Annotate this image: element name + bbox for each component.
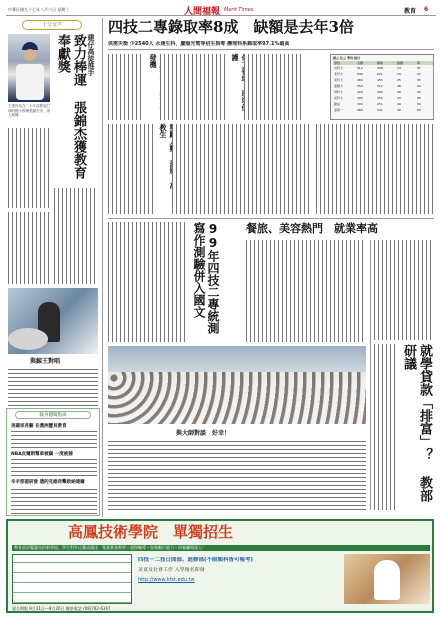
table-cell: 49 — [397, 102, 401, 106]
table-cell: 640 — [357, 72, 363, 76]
logo: 人間福報 — [184, 7, 221, 17]
mid-headline: 餐旅、美容熱門 就業率高 — [246, 222, 378, 235]
brief-3-title: 辛辛那提研發 德的克維奇擊敗納達爾 — [11, 480, 85, 485]
main-body-c — [244, 54, 304, 120]
photo-caption: 王建民站在二十年前教他打球的國小教練張錦杰旁，兩人相擁。 — [8, 104, 50, 117]
table-cell: 498 — [377, 66, 383, 70]
ad-title: 高鳳技術學院 單獨招生 — [68, 523, 234, 541]
table-row — [333, 90, 433, 95]
article-body-1 — [8, 128, 52, 208]
brief-1-title: 美國家長藝 在澳洲寶貝教育 — [11, 424, 67, 429]
table-row — [333, 84, 433, 89]
table-row — [333, 102, 433, 107]
player-photo — [8, 34, 50, 102]
main-body-d — [108, 124, 154, 214]
headline-main: 致力棒運 張錦杰獲教育奉獻獎 — [55, 34, 86, 179]
main-vsub-2: 護 — [231, 54, 239, 61]
jersey-shape — [16, 64, 44, 100]
table-cell: 83 — [417, 108, 421, 112]
face-shape — [24, 49, 36, 61]
main-vsub-1: 發機 — [149, 54, 157, 68]
table-cell: 380 — [377, 90, 383, 94]
mid-body-a — [108, 222, 188, 342]
table-cell: 38 — [397, 84, 401, 88]
brief-2-title: NBA皮爾斯幫車被竊 一度被捕 — [11, 452, 73, 457]
right-body-a — [374, 240, 434, 340]
table-heading: 國立 私立 學科 統計 — [333, 56, 361, 60]
briefs-title — [15, 411, 91, 419]
table-cell: 北科大 — [334, 72, 344, 76]
table-cell: 高第一 — [334, 108, 344, 112]
table-cell: 550 — [357, 84, 363, 88]
group-photo — [108, 346, 366, 424]
series-tag — [22, 20, 82, 30]
crowd-shape — [108, 372, 366, 424]
mid-body-b — [246, 240, 366, 342]
right-body-b — [374, 344, 396, 510]
table-cell: 25 — [397, 78, 401, 82]
table-row — [333, 78, 433, 83]
left-column — [6, 18, 100, 517]
table-cell: 84 — [417, 102, 421, 106]
table-cell: 台科大 — [334, 66, 344, 70]
table-cell: 49 — [397, 108, 401, 112]
table-cell: 395 — [357, 96, 363, 100]
table-cell: 19 — [397, 72, 401, 76]
logo-en: Merit Times — [224, 7, 254, 13]
whale-photo — [8, 288, 98, 354]
masthead-date: 中華民國九十七年八月六日 星期三 — [8, 7, 70, 12]
subhead-rule — [108, 49, 434, 50]
table-cell: 420 — [357, 90, 363, 94]
table-cell: 虎科大 — [334, 96, 344, 100]
table-cell: 621 — [377, 72, 383, 76]
table-cell: 455 — [377, 78, 383, 82]
ad-web-link[interactable]: http://www.kfst.edu.tw — [138, 577, 195, 583]
table-row — [333, 108, 433, 113]
right-vert-headline: 就學貸款「排富」？ 教部研議 — [401, 344, 432, 502]
table-header-row — [333, 61, 433, 65]
chef-shape — [374, 560, 400, 600]
ad-tagline: 教育部評鑑優良的新學校、學生對外比賽成績佳：專業實務教學＋證照輔導＋加強數位能力＋培養職場達人！ — [12, 545, 430, 551]
main-body-b — [160, 54, 226, 120]
table-cell: 高應大 — [334, 84, 344, 88]
table-cell: 300 — [357, 102, 363, 106]
table-cell: 97 — [417, 66, 421, 70]
table-cell: 231 — [377, 108, 383, 112]
table-cell: 雲科大 — [334, 78, 344, 82]
table-cell: 40 — [397, 90, 401, 94]
brief-3-body — [11, 486, 97, 514]
table-body — [333, 66, 433, 118]
table-cell: 89 — [417, 96, 421, 100]
main-body-e — [172, 124, 312, 214]
table-cell: 95 — [417, 78, 421, 82]
table-cell: 93 — [417, 84, 421, 88]
table-cell: 勤益 — [334, 102, 341, 106]
briefs-box — [6, 408, 100, 516]
main-vsub-3: 教生 — [159, 124, 167, 138]
ad-line-2: 美食及社會工作 入學報名即發 — [138, 567, 205, 573]
right-divider — [370, 240, 371, 510]
ad-photo — [344, 554, 430, 604]
page-number: 6 — [424, 6, 429, 13]
section-name: 教育 — [404, 8, 417, 15]
table-cell: 512 — [357, 66, 363, 70]
ad-contact: 報名期限 8月21日～8月26日 聯絡電話 (08)782-6367 — [12, 606, 111, 611]
table-row — [333, 72, 433, 77]
masthead — [6, 4, 436, 16]
briefs-title-label: 隨身翻閱點滴 — [39, 413, 67, 418]
group-photo-caption: 與大師對談 好幸！ — [176, 430, 231, 437]
table-cell: 280 — [357, 108, 363, 112]
table-header-3: 缺額 — [397, 61, 404, 65]
main-headline: 四技二專錄取率8成 缺額是去年3倍 — [108, 18, 354, 36]
table-cell: 90 — [417, 90, 421, 94]
main-body-a — [108, 54, 142, 120]
ad-info-grid — [12, 554, 132, 604]
table-row — [333, 96, 433, 101]
table-cell: 251 — [377, 102, 383, 106]
column-divider — [102, 18, 103, 517]
table-cell: 14 — [397, 66, 401, 70]
table-cell: 480 — [357, 78, 363, 82]
stats-table — [330, 54, 434, 120]
headline-small: 建仔高徒推手 — [87, 34, 95, 76]
table-row — [333, 66, 433, 71]
table-header-4: 率 — [417, 61, 421, 65]
main-body-f — [316, 124, 434, 214]
mid-body-c — [108, 438, 366, 510]
story2-body — [8, 366, 98, 406]
table-cell: 352 — [377, 96, 383, 100]
whale-shape — [8, 328, 48, 350]
ad-line-1: 四技－二技日間部、進修部(不限類科皆可報考) — [138, 557, 254, 563]
brief-1-body — [11, 430, 97, 448]
table-cell: 512 — [377, 84, 383, 88]
table-cell: 43 — [397, 96, 401, 100]
brief-2-body — [11, 458, 97, 476]
table-header-1: 名額 — [357, 61, 364, 65]
table-cell: 97 — [417, 72, 421, 76]
table-header-0: 學校 — [334, 61, 341, 65]
story2-title: 與鯨王對唱 — [30, 358, 61, 365]
table-header-2: 錄取 — [377, 61, 384, 65]
ad-banner — [6, 519, 434, 613]
series-tag-label: 十分女声 — [41, 22, 62, 28]
article-body-3 — [8, 212, 52, 284]
section-rule-1 — [108, 218, 434, 219]
article-body-2 — [54, 188, 98, 284]
mid-vert-headline: 99年四技二專統測 寫作測驗併入國文 — [192, 222, 220, 334]
table-cell: 屏科大 — [334, 90, 344, 94]
main-subhead: 供需失衡 少2540人 永達生科、慶陽光電等招生掛零 護理科系錄取率97.1%最高 — [108, 41, 290, 47]
